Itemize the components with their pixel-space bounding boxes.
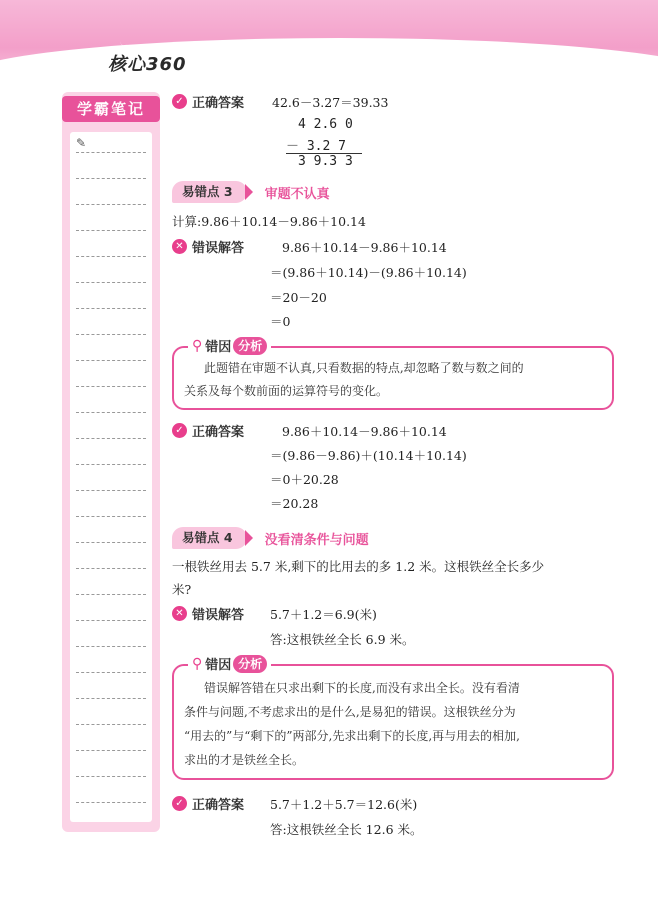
note-line bbox=[76, 620, 146, 621]
correct-step: 5.7＋1.2＋5.7＝12.6(米) bbox=[270, 797, 418, 812]
correct-answer-label: ✓ 正确答案 bbox=[172, 421, 244, 440]
cross-icon: ✕ bbox=[172, 239, 187, 254]
note-line bbox=[76, 698, 146, 699]
cross-icon: ✕ bbox=[172, 606, 187, 621]
check-icon: ✓ bbox=[172, 796, 187, 811]
error-point-4-header bbox=[172, 526, 369, 550]
note-line bbox=[76, 724, 146, 725]
note-line bbox=[76, 672, 146, 673]
magnifier-icon: ⚲ bbox=[192, 337, 203, 354]
question-text: 一根铁丝用去 5.7 米,剩下的比用去的多 1.2 米。这根铁丝全长多少 bbox=[172, 559, 545, 574]
note-line bbox=[76, 334, 146, 335]
note-line bbox=[76, 282, 146, 283]
note-line bbox=[76, 646, 146, 647]
analysis-line: 条件与问题,不考虑求出的是什么,是易犯的错误。这根铁丝分为 bbox=[184, 705, 516, 719]
note-line bbox=[76, 308, 146, 309]
question-text: 米? bbox=[172, 582, 192, 597]
notes-sidebar bbox=[62, 92, 160, 832]
brand-logo: 核心360 bbox=[108, 54, 187, 75]
analysis-tag: 分析 bbox=[233, 337, 267, 355]
error-point-topic: 没看清条件与问题 bbox=[264, 532, 369, 548]
note-line bbox=[76, 360, 146, 361]
note-line bbox=[76, 256, 146, 257]
analysis-box bbox=[172, 346, 614, 410]
note-line bbox=[76, 438, 146, 439]
note-line bbox=[76, 490, 146, 491]
vertical-calc-result: 3 9.3 3 bbox=[298, 154, 353, 169]
error-point-badge: 易错点 4 bbox=[172, 527, 247, 549]
check-icon: ✓ bbox=[172, 423, 187, 438]
analysis-line: “用去的”与“剩下的”两部分,先求出剩下的长度,再与用去的相加, bbox=[184, 729, 520, 743]
analysis-header: ⚲ 错因 分析 bbox=[188, 654, 271, 673]
answer-expression: 42.6－3.27＝39.33 bbox=[272, 95, 389, 110]
wrong-step: ＝0 bbox=[270, 314, 291, 329]
note-line bbox=[76, 464, 146, 465]
vertical-calc-line1: 4 2.6 0 bbox=[298, 117, 353, 132]
note-line bbox=[76, 178, 146, 179]
note-line bbox=[76, 386, 146, 387]
analysis-tag: 分析 bbox=[233, 655, 267, 673]
analysis-box bbox=[172, 664, 614, 780]
error-point-3-header bbox=[172, 180, 330, 204]
correct-step: ＝20.28 bbox=[270, 496, 319, 511]
note-line bbox=[76, 594, 146, 595]
wrong-answer-label: ✕ 错误解答 bbox=[172, 237, 244, 256]
pencil-icon: ✎ bbox=[76, 136, 87, 150]
note-line bbox=[76, 802, 146, 803]
note-line bbox=[76, 152, 146, 153]
note-line bbox=[76, 412, 146, 413]
analysis-line: 求出的才是铁丝全长。 bbox=[184, 753, 305, 767]
correct-answer-label: ✓ 正确答案 bbox=[172, 794, 244, 813]
notes-paper bbox=[70, 132, 152, 822]
error-point-badge: 易错点 3 bbox=[172, 181, 247, 203]
question-text: 计算:9.86＋10.14－9.86＋10.14 bbox=[172, 214, 366, 229]
correct-step: 9.86＋10.14－9.86＋10.14 bbox=[282, 424, 447, 439]
note-line bbox=[76, 568, 146, 569]
correct-answer-label: ✓ 正确答案 bbox=[172, 92, 244, 111]
vertical-calc-line2: － 3.2 7 bbox=[286, 139, 346, 154]
wrong-step: 9.86＋10.14－9.86＋10.14 bbox=[282, 240, 447, 255]
correct-step: ＝0＋20.28 bbox=[270, 472, 339, 487]
wrong-answer-statement: 答:这根铁丝全长 6.9 米。 bbox=[270, 632, 415, 647]
note-line bbox=[76, 776, 146, 777]
wrong-step: 5.7＋1.2＝6.9(米) bbox=[270, 607, 377, 622]
error-point-topic: 审题不认真 bbox=[264, 186, 330, 202]
analysis-header: ⚲ 错因 分析 bbox=[188, 336, 271, 355]
note-line bbox=[76, 750, 146, 751]
note-line bbox=[76, 204, 146, 205]
note-line bbox=[76, 542, 146, 543]
page-header bbox=[0, 0, 658, 80]
wrong-answer-label: ✕ 错误解答 bbox=[172, 604, 244, 623]
analysis-line: 关系及每个数前面的运算符号的变化。 bbox=[184, 384, 389, 398]
notes-title: 学霸笔记 bbox=[62, 96, 160, 122]
analysis-line: 此题错在审题不认真,只看数据的特点,却忽略了数与数之间的 bbox=[204, 361, 524, 375]
wrong-step: ＝(9.86＋10.14)－(9.86＋10.14) bbox=[270, 265, 467, 280]
note-line bbox=[76, 516, 146, 517]
check-icon: ✓ bbox=[172, 94, 187, 109]
correct-answer-statement: 答:这根铁丝全长 12.6 米。 bbox=[270, 822, 423, 837]
note-line bbox=[76, 230, 146, 231]
correct-step: ＝(9.86－9.86)＋(10.14＋10.14) bbox=[270, 448, 467, 463]
analysis-line: 错误解答错在只求出剩下的长度,而没有求出全长。没有看清 bbox=[204, 681, 520, 695]
wrong-step: ＝20－20 bbox=[270, 290, 327, 305]
magnifier-icon: ⚲ bbox=[192, 655, 203, 672]
